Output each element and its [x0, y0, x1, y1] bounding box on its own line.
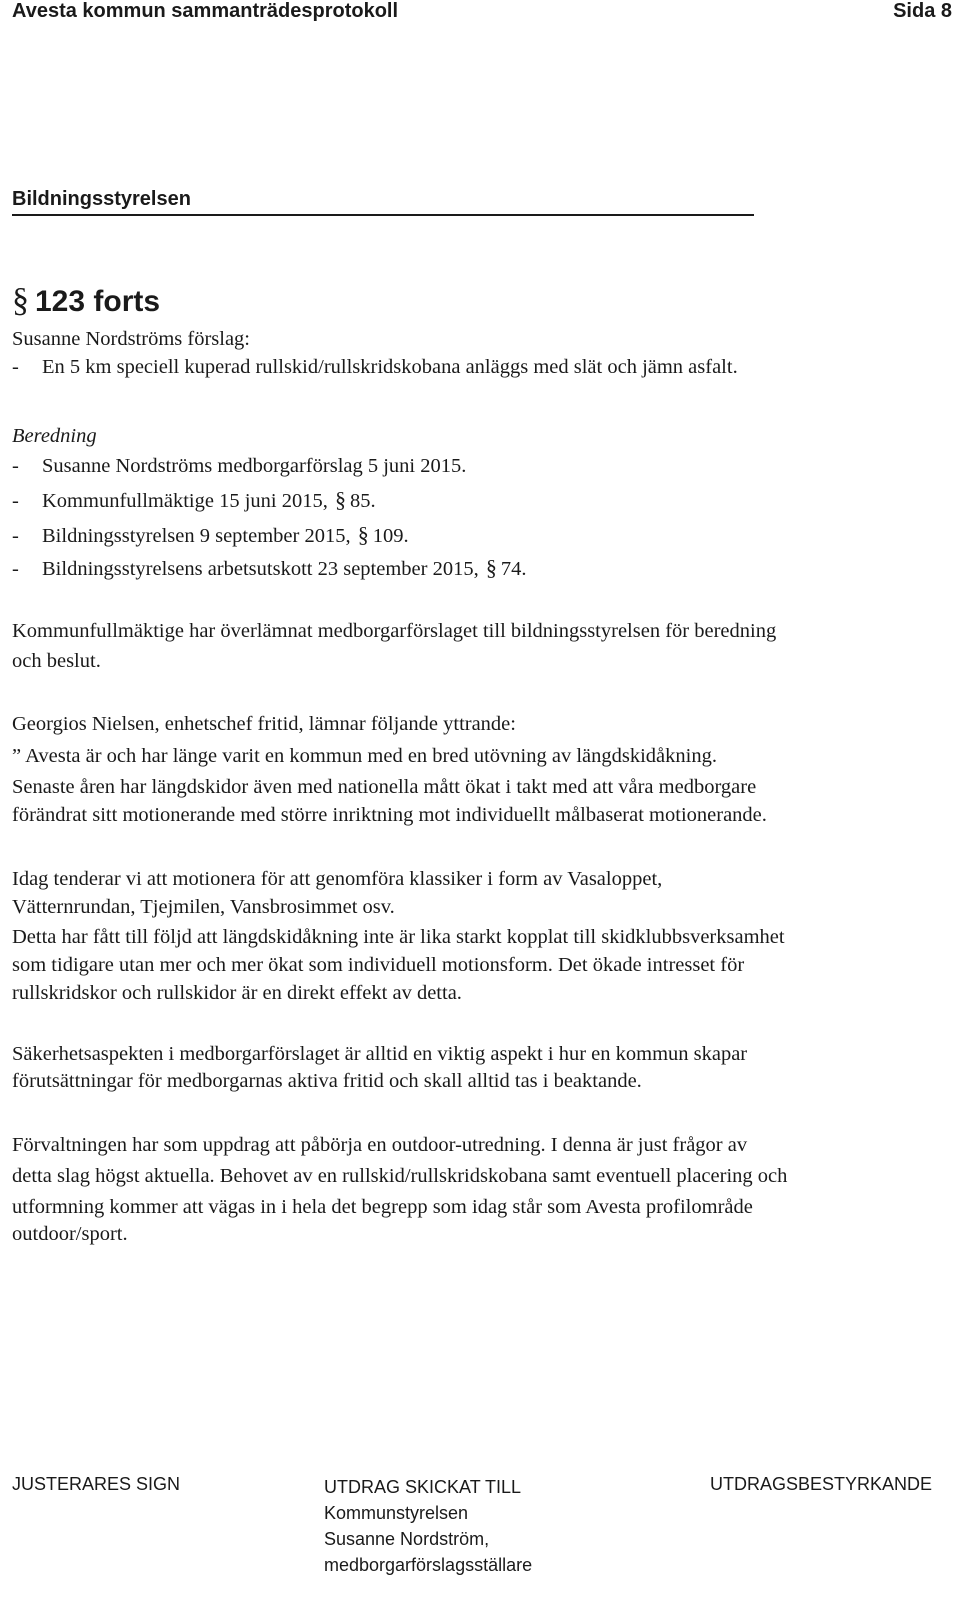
document-header — [12, 0, 952, 26]
committee-underline — [12, 214, 754, 216]
paragraph-line: rullskridskor och rullskidor är en direkt effekt av detta. — [12, 982, 462, 1004]
footer-justerares: JUSTERARES SIGN — [12, 1474, 181, 1494]
beredning-item-text: Bildningsstyrelsens arbetsutskott 23 september 2015, — [42, 558, 479, 580]
section-heading — [12, 282, 160, 320]
paragraph-line: ” Avesta är och har länge varit en kommun med en bred utövning av längdskidåkning. — [12, 745, 717, 767]
footer-utdrag-recipient: Susanne Nordström, — [324, 1529, 490, 1549]
document-title: Avesta kommun sammanträdesprotokoll — [12, 0, 399, 22]
beredning-item-text: Kommunfullmäktige 15 juni 2015, — [42, 490, 328, 512]
paragraph-line: outdoor/sport. — [12, 1223, 128, 1245]
proposal-item: - En 5 km speciell kuperad rullskid/rullskridskobana anläggs med slät och jämn asfalt. — [12, 356, 738, 378]
beredning-item: - Kommunfullmäktige 15 juni 2015, § 85. — [12, 487, 376, 512]
paragraph-symbol: § — [485, 555, 497, 580]
paragraph-line: Idag tenderar vi att motionera för att genomföra klassiker i form av Vasaloppet, — [12, 868, 663, 890]
paragraph-line: utformning kommer att vägas in i hela det begrepp som idag står som Avesta profilområde — [12, 1196, 753, 1218]
footer-utdrag-recipient: medborgarförslagsställare — [324, 1555, 533, 1575]
beredning-item-text: Susanne Nordströms medborgarförslag 5 juni 2015. — [42, 455, 467, 477]
paragraph-line: Förvaltningen har som uppdrag att påbörja en outdoor-utredning. I denna är just frågor av — [12, 1134, 748, 1156]
page-number: Sida 8 — [893, 0, 952, 22]
paragraph-line: Georgios Nielsen, enhetschef fritid, lämnar följande yttrande: — [12, 713, 516, 735]
paragraph-symbol: § — [334, 487, 346, 512]
paragraph-line: förutsättningar för medborgarnas aktiva fritid och skall alltid tas i beaktande. — [12, 1070, 642, 1092]
paragraph-line: Säkerhetsaspekten i medborgarförslaget är alltid en viktig aspekt i hur en kommun skapar — [12, 1043, 748, 1065]
paragraph-line: och beslut. — [12, 650, 101, 672]
paragraph-line: förändrat sitt motionerande med större inriktning mot individuellt målbaserat motionerande. — [12, 804, 767, 826]
proposal-item-text: En 5 km speciell kuperad rullskid/rullskridskobana anläggs med slät och jämn asfalt. — [42, 356, 738, 378]
beredning-item-ref: 85. — [349, 490, 376, 512]
committee-name: Bildningsstyrelsen — [12, 188, 191, 210]
beredning-heading: Beredning — [12, 425, 97, 447]
footer-utdrag-title: UTDRAG SKICKAT TILL — [324, 1477, 522, 1497]
section-title: 123 forts — [35, 285, 161, 318]
footer-utdrag-recipient: Kommunstyrelsen — [324, 1503, 469, 1523]
beredning-item-text: Bildningsstyrelsen 9 september 2015, — [42, 525, 351, 547]
paragraph-line: Kommunfullmäktige har överlämnat medborgarförslaget till bildningsstyrelsen för beredning — [12, 620, 777, 642]
beredning-item: - Bildningsstyrelsens arbetsutskott 23 september 2015, § 74. — [12, 555, 527, 580]
paragraph-symbol: § — [357, 522, 369, 547]
paragraph-line: Detta har fått till följd att längdskidåkning inte är lika starkt kopplat till skidklubbsverksamhet — [12, 926, 785, 948]
beredning-item: - Bildningsstyrelsen 9 september 2015, § 109. — [12, 522, 409, 547]
paragraph-line: Vätternrundan, Tjejmilen, Vansbrosimmet osv. — [12, 896, 395, 918]
paragraph-line: detta slag högst aktuella. Behovet av en rullskid/rullskridskobana samt eventuell placering och — [12, 1165, 788, 1187]
beredning-item-ref: 74. — [500, 558, 527, 580]
beredning-item: - Susanne Nordströms medborgarförslag 5 juni 2015. — [12, 455, 467, 477]
footer-utdrag — [324, 1474, 532, 1578]
beredning-item-ref: 109. — [372, 525, 409, 547]
paragraph-line: Senaste åren har längdskidor även med nationella mått ökat i takt med att våra medborgare — [12, 776, 757, 798]
paragraph-symbol: § — [12, 282, 29, 319]
proposal-intro: Susanne Nordströms förslag: — [12, 328, 251, 350]
footer-bestyrkande: UTDRAGSBESTYRKANDE — [709, 1474, 932, 1494]
paragraph-line: som tidigare utan mer och mer ökat som individuell motionsform. Det ökade intresset för — [12, 954, 745, 976]
